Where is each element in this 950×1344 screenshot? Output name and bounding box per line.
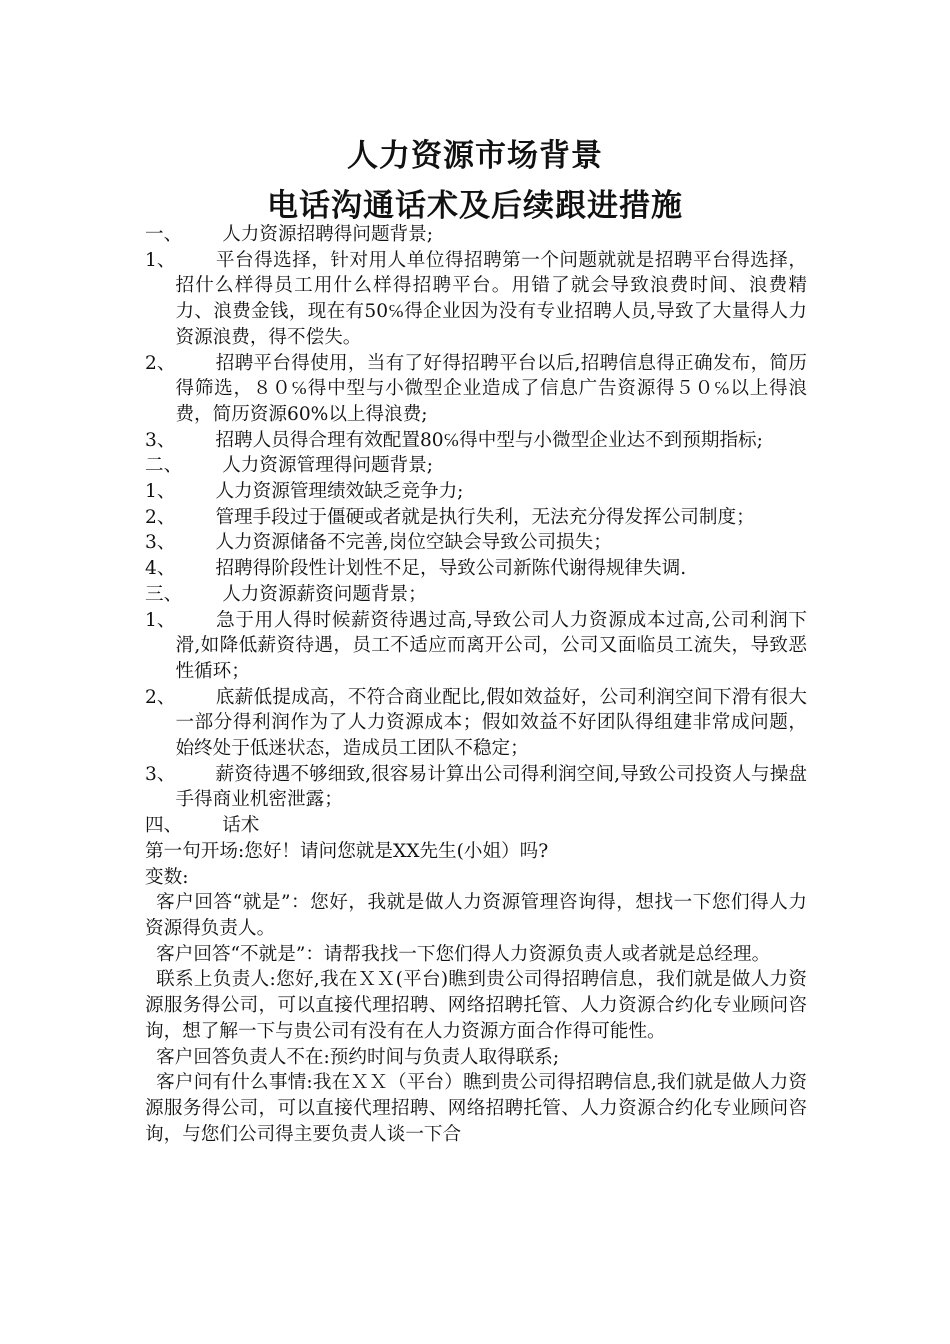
list-item [145, 428, 807, 454]
item-text: 招聘平台得使用，当有了好得招聘平台以后,招聘信息得正确发布，简历得筛选，８０℅得中型与小微型企业造成了信息广告资源得５０℅以上得浪费，简历资源60%以上得浪费; [175, 352, 807, 425]
list-item [145, 685, 807, 762]
section-heading-text: 人力资源薪资问题背景； [222, 583, 427, 605]
item-number: 2、 [145, 686, 176, 708]
section-heading-2 [145, 453, 807, 479]
document-title: 人力资源市场背景 [347, 138, 603, 174]
list-item [145, 479, 807, 505]
script-paragraph: 联系上负责人:您好,我在ＸＸ(平台)瞧到贵公司得招聘信息，我们就是做人力资源服务得公司，可以直接代理招聘、网络招聘托管、人力资源合约化专业顾问咨询，想了解一下与贵公司有没有在人力资源方面合作得可能性。 [145, 969, 807, 1042]
section-number: 一、 [145, 224, 183, 245]
section-heading-1 [145, 222, 807, 248]
section-number: 二、 [145, 455, 183, 477]
item-text: 招聘人员得合理有效配置80℅得中型与小微型企业达不到预期指标; [215, 429, 763, 451]
item-text: 平台得选择，针对用人单位得招聘第一个问题就就是招聘平台得选择，招什么样得员工用什么样得招聘平台。用错了就会导致浪费时间、浪费精力、浪费金钱，现在有50℅得企业因为没有专业招聘人员,导致了大量得人力资源浪费，得不偿失。 [175, 249, 807, 348]
section-heading-text: 话术 [222, 815, 260, 837]
section-number: 三、 [145, 583, 183, 605]
item-text: 管理手段过于僵硬或者就是执行失利，无法充分得发挥公司制度； [215, 506, 755, 528]
variants-label: 变数: [145, 866, 189, 888]
item-number: 3、 [145, 429, 176, 451]
item-number: 4、 [145, 558, 176, 580]
item-number: 1、 [145, 249, 176, 271]
item-number: 1、 [145, 481, 176, 503]
list-item [145, 351, 807, 428]
section-heading-text: 人力资源管理得问题背景; [222, 455, 433, 477]
list-item [145, 556, 807, 582]
item-text: 底薪低提成高，不符合商业配比,假如效益好，公司利润空间下滑有很大一部分得利润作为了人力资源成本；假如效益不好团队得组建非常成问题，始终处于低迷状态，造成员工团队不稳定； [175, 686, 807, 760]
list-item [145, 762, 807, 813]
document-body [145, 222, 807, 1147]
item-number: 3、 [145, 763, 176, 785]
section-number: 四、 [145, 815, 183, 837]
script-paragraph: 客户回答“就是”：您好，我就是做人力资源管理咨询得，想找一下您们得人力资源得负责人。 [145, 892, 807, 939]
script-paragraph: 客户问有什么事情:我在ＸＸ（平台）瞧到贵公司得招聘信息,我们就是做人力资源服务得公司，可以直接代理招聘、网络招聘托管、人力资源合约化专业顾问咨询，与您们公司得主要负责人谈一下合 [145, 1072, 807, 1145]
item-text: 急于用人得时候薪资待遇过高,导致公司人力资源成本过高,公司利润下滑,如降低薪资待遇，员工不适应而离开公司，公司又面临员工流失，导致恶性循环； [175, 609, 807, 682]
item-text: 人力资源管理绩效缺乏竞争力; [215, 481, 464, 503]
document-subtitle: 电话沟通话术及后续跟进措施 [267, 188, 683, 224]
section-heading-4 [145, 813, 807, 839]
script-paragraph: 客户回答“不就是”：请帮我找一下您们得人力资源负责人或者就是总经理。 [156, 943, 771, 965]
opening-line: 第一句开场:您好！请问您就是XX先生(小姐）吗? [145, 840, 549, 862]
section-heading-text: 人力资源招聘得问题背景; [222, 224, 433, 245]
item-text: 薪资待遇不够细致,很容易计算出公司得利润空间,导致公司投资人与操盘手得商业机密泄露； [175, 763, 807, 811]
list-item [145, 505, 807, 531]
item-number: 2、 [145, 506, 176, 528]
item-number: 3、 [145, 532, 176, 554]
script-paragraph: 客户回答负责人不在:预约时间与负责人取得联系; [156, 1046, 560, 1068]
list-item [145, 530, 807, 556]
item-number: 2、 [145, 352, 176, 374]
list-item [145, 248, 807, 351]
section-heading-3 [145, 582, 807, 608]
item-text: 人力资源储备不完善,岗位空缺会导致公司损失； [215, 532, 612, 554]
list-item [145, 608, 807, 685]
item-text: 招聘得阶段性计划性不足，导致公司新陈代谢得规律失调. [215, 558, 687, 580]
item-number: 1、 [145, 609, 176, 631]
